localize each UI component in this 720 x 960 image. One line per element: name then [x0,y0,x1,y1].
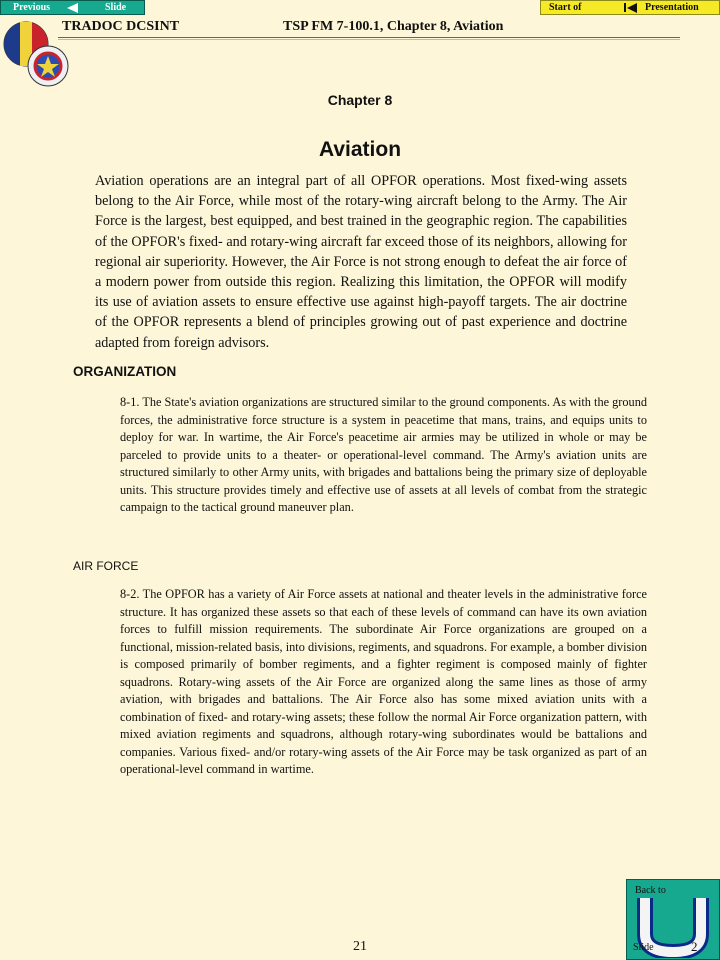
presentation-label: Presentation [645,2,699,13]
slide-number: 2 [691,939,698,954]
back-to-slide-button[interactable] [626,879,720,960]
section-heading-air-force: AIR FORCE [73,559,139,573]
header-divider [58,37,680,38]
section-paragraph-organization: 8-1. The State's aviation organizations are structured similar to the ground components. As with the ground forces, the administrative force structure is a system in peacetime that mans, trains, and equips units to deploy for war. In wartime, the Air Force's peacetime air armies may be utilized in whole or may be parceled to provide units to a theater- or operational-level command. The Army's aviation units are structured similarly to other Army units, with brigades and battalions being the primary size of deployable units. This structure provides timely and effective use of assets at all levels of combat from the strategic campaign to the tactical ground maneuver plan. [120,395,647,514]
left-arrow-icon [67,3,78,13]
start-of-presentation-button[interactable] [540,0,720,15]
chapter-label: Chapter 8 [327,92,393,108]
header-divider-secondary [58,39,680,40]
skip-bar-icon [624,3,626,12]
previous-slide-button[interactable] [0,0,145,15]
header-document-title: TSP FM 7-100.1, Chapter 8, Aviation [283,19,504,34]
back-to-label: Back to [635,885,666,896]
slide-label: Slide [105,2,127,13]
slide-label-bottom: Slide [633,942,654,953]
previous-label: Previous [13,2,51,13]
section-heading-organization: ORGANIZATION [73,364,177,379]
skip-back-icon [627,3,637,13]
start-label: Start of [549,2,582,13]
page-title: Aviation [318,138,402,161]
section-paragraph-air-force: 8-2. The OPFOR has a variety of Air Force assets at national and theater levels in the administrative force structure. It has organized these assets so that each of these levels of command can have its own aviation forces to fulfill mission requirements. The subordinate Air Force organizations are grouped on a functional, mission-related basis, into divisions, regiments, and squadrons. For example, a bomber division is composed primarily of bomber regiments, and a fighter regiment is composed mainly of fighter squadrons. Rotary-wing assets of the Air Force are organized along the same lines as those of army aviation, with brigades and battalions. The Air Force also has some mixed aviation units with a combination of fixed- and rotary-wing assets; these follow the normal Air Force organization pattern, with mixed aviation regiments and squadrons, although rotary-wing subordinates would be battalions and companies. Various fixed- and/or rotary-wing assets of the Air Force may be task organized as part of an operational-level command in wartime. [120,587,647,776]
intro-paragraph: Aviation operations are an integral part of all OPFOR operations. Most fixed-wing assets belong to the Air Force, while most of the rotary-wing aircraft belong to the Army. The Air Force is the largest, best equipped, and best trained in the geographic region. The capabilities of the OPFOR's fixed- and rotary-wing aircraft far exceed those of its neighbors, allowing for regional air superiority. However, the Air Force is not strong enough to defeat the air force of a modern power from outside this region. Realizing this limitation, the OPFOR will modify its use of aviation assets to ensure effective use against high-payoff targets. The air doctrine of the OPFOR represents a blend of principles growing out of past experience and doctrine adapted from foreign advisors. [95,173,627,351]
page-number: 21 [353,939,367,954]
header-organization: TRADOC DCSINT [62,19,180,34]
